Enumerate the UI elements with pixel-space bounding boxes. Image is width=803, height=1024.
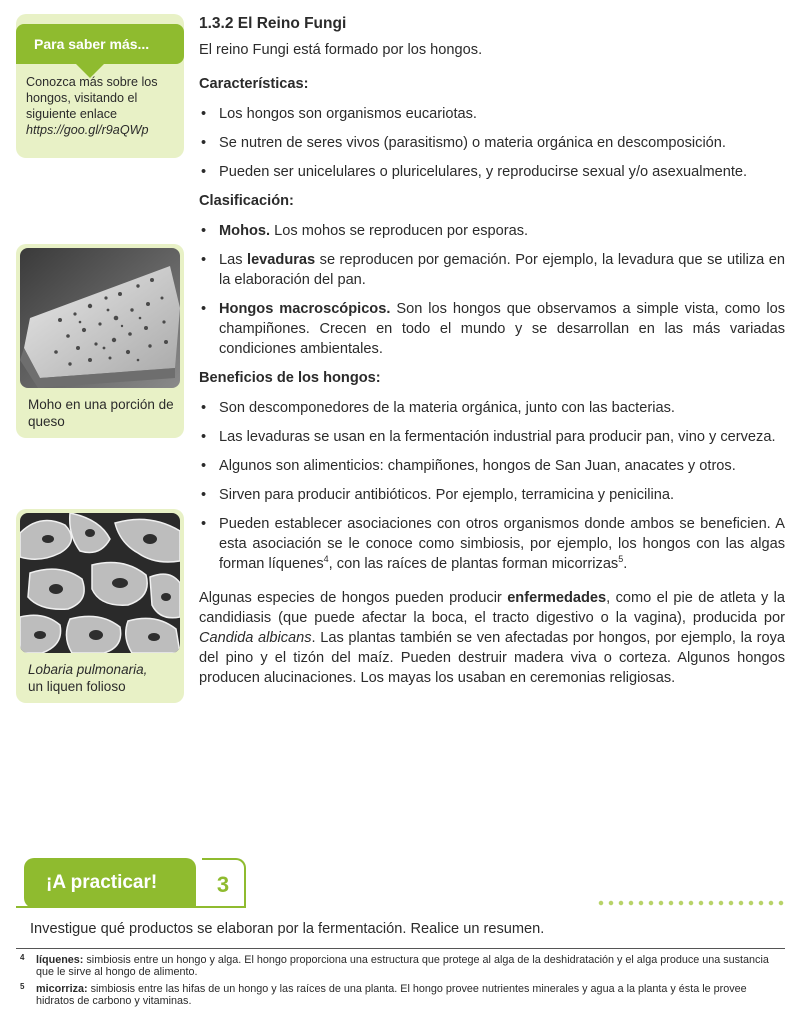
info-description: Conozca más sobre los hongos, visitando el siguiente enlace [26, 75, 158, 121]
term-hongos-macroscopicos: Hongos macroscópicos. [219, 301, 391, 317]
footnote-item [18, 983, 783, 1007]
clasificacion-heading: Clasificación: [199, 193, 294, 209]
footnotes [18, 954, 783, 1012]
footnote-item [18, 954, 783, 978]
cheese-mold-photo [20, 248, 180, 388]
info-tag: Para saber más... [16, 24, 184, 64]
term-mohos: Mohos. [219, 223, 271, 239]
item-text: Los mohos se reproducen por esporas. [270, 223, 529, 239]
lichen-description: un liquen folioso [28, 679, 126, 694]
list-item: • Pueden ser unicelulares o pluricelulares, y reproducirse sexual y/o asexualmente. [199, 162, 785, 182]
list-item [199, 221, 785, 241]
caracteristicas-heading: Características: [199, 76, 309, 92]
practice-label: ¡A practicar! [24, 858, 196, 908]
list-item: • Se nutren de seres vivos (parasitismo) o materia orgánica en descomposición. [199, 133, 785, 153]
footnote-mark: 4 [20, 953, 25, 962]
item-text: se reproducen por gemación. Por ejemplo, la levadura que se utiliza en la elaboración del pan. [219, 252, 786, 288]
beneficios-list [199, 398, 785, 574]
item-text: . [623, 556, 628, 572]
lichen-species-name: Lobaria pulmonaria, [28, 662, 148, 677]
footnote-mark: 5 [20, 982, 25, 991]
lichen-photo [20, 513, 180, 653]
item-text: , con las raíces de plantas forman micorrizas [328, 556, 619, 572]
section-title: 1.3.2 El Reino Fungi [199, 15, 347, 32]
paragraph-text: Algunas especies de hongos pueden producir [199, 590, 508, 606]
section-intro: El reino Fungi está formado por los hongos. [199, 42, 483, 58]
main-content [199, 14, 785, 688]
footnote-rule [16, 948, 785, 949]
term-enfermedades: enfermedades [507, 590, 607, 606]
footnote-ref: 5 [618, 554, 624, 565]
footnote-text: simbiosis entre las hifas de un hongo y las raíces de una planta. El hongo provee nutrientes minerales y agua a la planta y ésta le provee hidratos de carbono y vitaminas. [36, 983, 747, 1007]
practice-number: 3 [202, 858, 246, 908]
practice-banner [16, 858, 785, 908]
species-candida: Candida albicans [199, 630, 312, 646]
list-item: • Sirven para producir antibióticos. Por ejemplo, terramicina y penicilina. [199, 485, 785, 505]
caracteristicas-list [199, 104, 785, 182]
clasificacion-list [199, 221, 785, 359]
term-levaduras: levaduras [247, 252, 316, 268]
item-text: Pueden establecer asociaciones con otros organismos donde ambos se beneficien. A esta asociación se le conoce como simbiosis, por ejemplo, los hongos con las algas forman líquenes [219, 516, 785, 572]
footnote-text: simbiosis entre un hongo y alga. El hongo proporciona una estructura que protege al alga de la deshidratación y el alga produce una sustancia que le sirve al hongo de alimento. [36, 954, 769, 978]
lichen-caption [20, 653, 180, 703]
list-item: • Los hongos son organismos eucariotas. [199, 104, 785, 124]
practice-instruction: Investigue qué productos se elaboran por la fermentación. Realice un resumen. [30, 921, 545, 937]
footnote-ref: 4 [323, 554, 329, 565]
info-link[interactable]: https://goo.gl/r9aQWp [26, 123, 149, 137]
list-item [199, 514, 785, 574]
info-box [16, 14, 184, 158]
beneficios-heading: Beneficios de los hongos: [199, 370, 381, 386]
footnote-term: líquenes: [36, 954, 84, 966]
cheese-mold-caption: Moho en una porción de queso [28, 397, 174, 429]
list-item [199, 299, 785, 359]
cheese-mold-figure [16, 244, 184, 438]
paragraph-text: , como el pie de atleta y la candidiasis (que puede afectar la boca, el tracto digestivo o la vagina), producida por [199, 590, 786, 626]
info-text [26, 74, 178, 138]
footnote-term: micorriza: [36, 983, 88, 995]
dotted-divider [596, 900, 785, 906]
list-item: • Las levaduras se usan en la fermentación industrial para producir pan, vino y cerveza. [199, 427, 785, 447]
item-text: Las [219, 252, 248, 268]
list-item [199, 250, 785, 290]
paragraph-text: . Las plantas también se ven afectadas por hongos, por ejemplo, la roya del pino y el tizón del maíz. Pueden destruir madera viva o corteza. Algunos hongos producen alucinaciones. Los mayas los usaban en ceremonias religiosas. [199, 630, 785, 686]
list-item: • Son descomponedores de la materia orgánica, junto con las bacterias. [199, 398, 785, 418]
lichen-figure [16, 509, 184, 703]
enfermedades-paragraph [199, 588, 785, 688]
list-item: • Algunos son alimenticios: champiñones, hongos de San Juan, anacates y otros. [199, 456, 785, 476]
item-text: Son los hongos que observamos a simple vista, como los champiñones. Crecen en todo el mundo y se desarrollan en las más variadas condiciones ambientales. [219, 301, 785, 357]
